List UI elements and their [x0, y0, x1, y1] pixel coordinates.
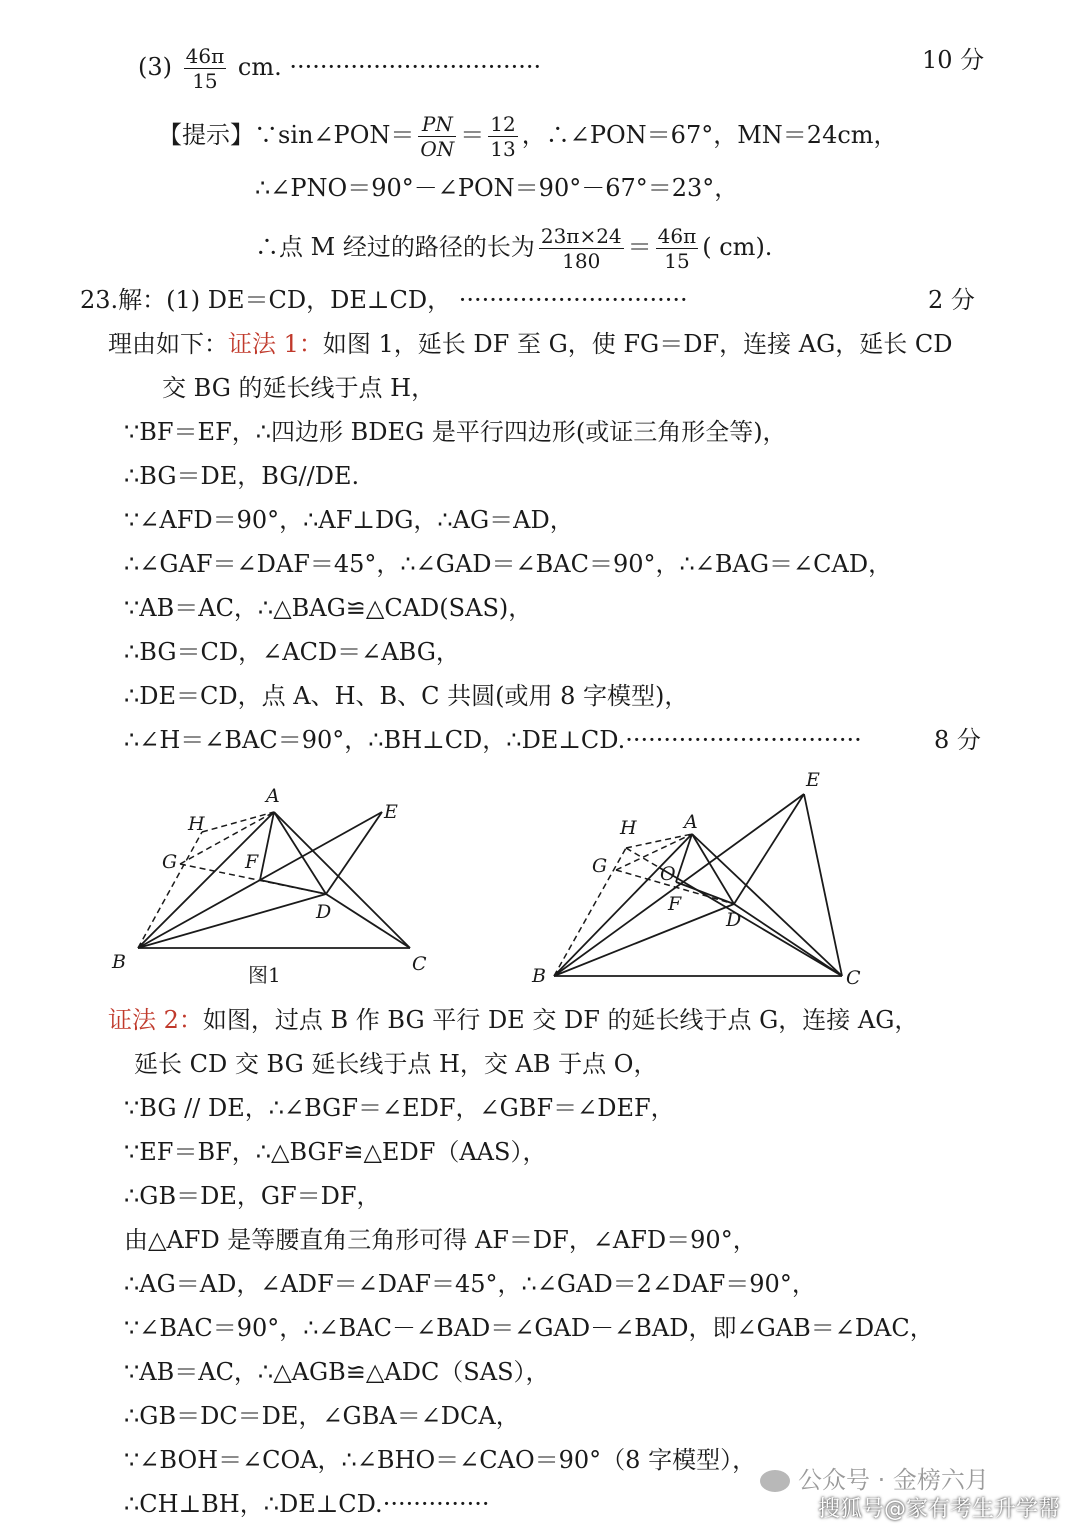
q23-text: ∴∠H＝∠BAC＝90°，∴BH⊥CD，∴DE⊥CD. — [124, 726, 626, 754]
hint-fraction-path — [539, 224, 624, 273]
method-1-label: 证法 1： — [228, 330, 323, 358]
part3-label: (3) — [138, 53, 172, 81]
fraction-numerator: 46π — [657, 224, 697, 248]
method2-line-7: ∴AG＝AD，∠ADF＝∠DAF＝45°，∴∠GAD＝2∠DAF＝90°， — [124, 1270, 816, 1298]
method2-line-6: 由△AFD 是等腰直角三角形可得 AF＝DF，∠AFD＝90°， — [124, 1226, 757, 1254]
q23-line-8: ∵AB＝AC，∴△BAG≌△CAD(SAS)， — [124, 594, 533, 622]
method2-line-9: ∵AB＝AC，∴△AGB≌△ADC（SAS）， — [124, 1358, 550, 1386]
hint-text: ( cm). — [702, 233, 773, 261]
q23-line-9: ∴BG＝CD，∠ACD＝∠ABG， — [124, 638, 460, 666]
fig2-label-E: E — [806, 770, 820, 791]
method2-text: ∴CH⊥BH，∴DE⊥CD. — [124, 1490, 383, 1518]
fraction-numerator: 46π — [185, 44, 225, 68]
part3-score: 10 分 — [922, 46, 985, 74]
method-2-label: 证法 2： — [108, 1006, 203, 1034]
wechat-watermark — [760, 1460, 989, 1495]
fig1-caption: 图1 — [248, 963, 281, 987]
method2-text: 如图，过点 B 作 BG 平行 DE 交 DF 的延长线于点 G，连接 AG， — [202, 1006, 919, 1034]
fig1-label-B: B — [112, 951, 126, 973]
q23-dots: ······························ — [458, 286, 688, 314]
hint-line-2: ∴∠PNO＝90°－∠PON＝90°－67°＝23°， — [255, 174, 739, 202]
fraction-denominator: 13 — [490, 137, 516, 161]
q23-line-6: ∵∠AFD＝90°，∴AF⊥DG，∴AG＝AD， — [124, 506, 574, 534]
fig1-label-G: G — [162, 851, 178, 873]
hint-text: ＝ — [460, 121, 485, 149]
q23-score-8: 8 分 — [934, 726, 981, 754]
fig2-label-H: H — [620, 817, 637, 839]
fraction-numerator: 12 — [490, 112, 516, 136]
method2-line-3: ∵BG // DE，∴∠BGF＝∠EDF，∠GBF＝∠DEF， — [124, 1094, 675, 1122]
method2-line-12 — [124, 1488, 490, 1520]
hint-line-1 — [158, 112, 898, 161]
fig1-label-F: F — [245, 851, 259, 873]
hint-fraction-result — [656, 224, 699, 273]
hint-text: 【提示】∵sin∠PON＝ — [158, 121, 415, 149]
part3-line — [138, 44, 541, 93]
fig1-label-H: H — [188, 813, 205, 835]
q23-line-5: ∴BG＝DE，BG//DE. — [124, 462, 360, 490]
hint-fraction-12-13 — [488, 112, 517, 161]
q23-line-11 — [124, 724, 862, 756]
part3-dots: ································· — [289, 53, 542, 81]
figure-2 — [520, 770, 880, 990]
figure-1 — [100, 780, 440, 990]
fig1-label-D: D — [316, 901, 332, 923]
hint-line-3 — [255, 224, 772, 273]
q23-line-10: ∴DE＝CD，点 A、H、B、C 共圆(或用 8 字模型)， — [124, 682, 689, 710]
method2-line-2: 延长 CD 交 BG 延长线于点 H，交 AB 于点 O， — [134, 1050, 658, 1078]
method2-line-5: ∴GB＝DE，GF＝DF， — [124, 1182, 381, 1210]
q23-line-1 — [80, 284, 688, 316]
fig2-label-B: B — [532, 965, 546, 987]
fraction-numerator: 23π×24 — [540, 224, 622, 248]
method2-line-8: ∵∠BAC＝90°，∴∠BAC－∠BAD＝∠GAD－∠BAD，即∠GAB＝∠DAC， — [124, 1314, 934, 1342]
fraction-denominator: 180 — [562, 249, 601, 273]
fig2-label-A: A — [684, 811, 698, 833]
hint-fraction-pn-on — [418, 112, 456, 161]
method2-line-4: ∵EF＝BF，∴△BGF≌△EDF（AAS）， — [124, 1138, 547, 1166]
fig1-label-A: A — [266, 785, 280, 807]
fig2-label-O: O — [660, 863, 676, 885]
hint-text: ∴点 M 经过的路径的长为 — [255, 233, 535, 261]
hint-text: ＝ — [627, 233, 652, 261]
q23-dots: ······························· — [625, 726, 862, 754]
fig2-label-D: D — [726, 909, 742, 931]
fig2-label-C: C — [846, 967, 861, 989]
method2-line-10: ∴GB＝DC＝DE，∠GBA＝∠DCA， — [124, 1402, 520, 1430]
fraction-denominator: ON — [420, 137, 455, 161]
wechat-watermark-text: 公众号 · 金榜六月 — [798, 1466, 989, 1494]
fraction-numerator: PN — [418, 112, 456, 137]
q23-text: 理由如下： — [108, 330, 228, 358]
q23-text: 如图 1，延长 DF 至 G，使 FG＝DF，连接 AG，延长 CD — [322, 330, 953, 358]
part3-unit: cm. — [237, 53, 282, 81]
wechat-icon — [760, 1470, 790, 1492]
method2-line-11: ∵∠BOH＝∠COA，∴∠BHO＝∠CAO＝90°（8 字模型）， — [124, 1446, 757, 1474]
fraction-denominator: 15 — [664, 249, 690, 273]
fraction-denominator: 15 — [192, 69, 218, 93]
method2-dots: ·············· — [382, 1490, 490, 1518]
method2-line-1 — [108, 1004, 918, 1036]
q23-line-4: ∵BF＝EF，∴四边形 BDEG 是平行四边形(或证三角形全等)， — [124, 418, 787, 446]
fig1-label-C: C — [412, 953, 427, 975]
q23-text: 23.解：(1) DE＝CD，DE⊥CD， — [80, 286, 452, 314]
fig2-label-G: G — [592, 855, 608, 877]
fig1-label-E: E — [384, 801, 398, 823]
hint-text: ，∴∠PON＝67°，MN＝24cm， — [521, 121, 898, 149]
sohu-watermark: 搜狐号@家有考生升学帮 — [818, 1497, 1061, 1522]
q23-score-2: 2 分 — [928, 286, 975, 314]
q23-line-2 — [108, 328, 952, 360]
q23-line-3: 交 BG 的延长线于点 H， — [162, 374, 436, 402]
q23-line-7: ∴∠GAF＝∠DAF＝45°，∴∠GAD＝∠BAC＝90°，∴∠BAG＝∠CAD， — [124, 550, 893, 578]
fig2-label-F: F — [668, 893, 682, 915]
part3-fraction — [184, 44, 227, 93]
